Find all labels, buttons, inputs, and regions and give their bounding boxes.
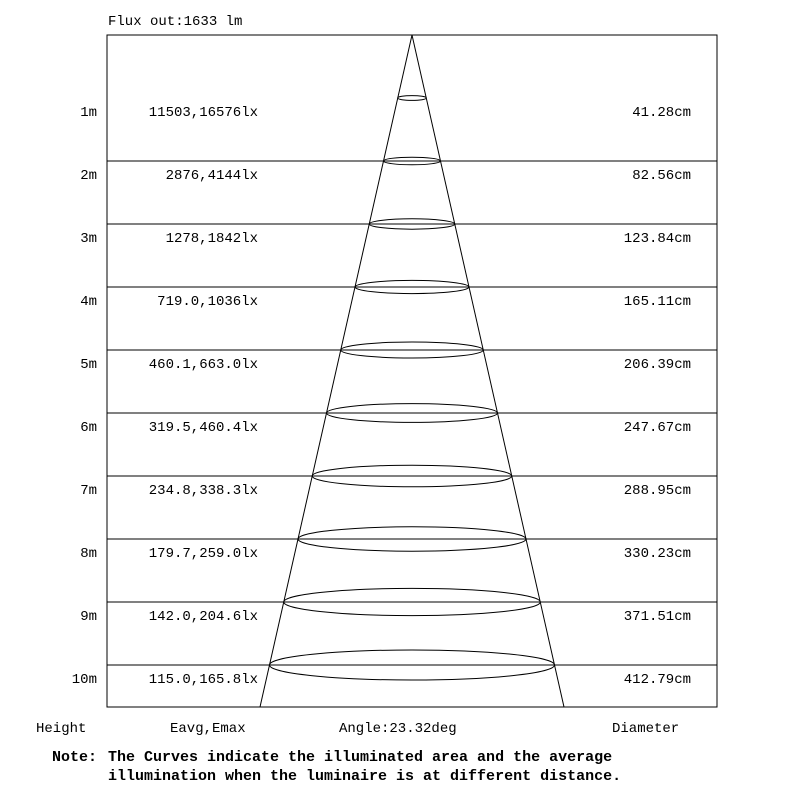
- row-eavg-emax-value: 234.8,338.3lx: [148, 483, 258, 499]
- row-height-label: 7m: [80, 483, 97, 499]
- flux-label: Flux out:1633 lm: [108, 14, 243, 30]
- row-height-label: 5m: [80, 357, 97, 373]
- illumination-ellipse: [398, 96, 427, 101]
- row-diameter-value: 371.51cm: [623, 609, 691, 625]
- height-column-label: Height: [36, 721, 87, 737]
- row-height-label: 9m: [80, 609, 97, 625]
- row-diameter-value: 330.23cm: [623, 546, 691, 562]
- row-height-label: 4m: [80, 294, 97, 310]
- row-diameter-value: 41.28cm: [632, 105, 691, 121]
- row-eavg-emax-value: 1278,1842lx: [165, 231, 258, 247]
- diameter-column-label: Diameter: [612, 721, 680, 737]
- row-height-label: 2m: [80, 168, 97, 184]
- eavg-column-label: Eavg,Emax: [170, 721, 246, 737]
- beam-cone-right-edge: [412, 35, 564, 707]
- row-height-label: 10m: [71, 672, 97, 688]
- row-diameter-value: 206.39cm: [623, 357, 691, 373]
- row-diameter-value: 123.84cm: [623, 231, 691, 247]
- row-height-label: 3m: [80, 231, 97, 247]
- note-line-2: illumination when the luminaire is at different distance.: [108, 768, 622, 785]
- distance-rows: [72, 96, 717, 688]
- row-eavg-emax-value: 719.0,1036lx: [157, 294, 258, 310]
- row-diameter-value: 165.11cm: [623, 294, 691, 310]
- row-diameter-value: 288.95cm: [623, 483, 691, 499]
- row-eavg-emax-value: 2876,4144lx: [165, 168, 258, 184]
- row-eavg-emax-value: 11503,16576lx: [148, 105, 258, 121]
- row-eavg-emax-value: 142.0,204.6lx: [148, 609, 258, 625]
- row-eavg-emax-value: 179.7,259.0lx: [148, 546, 258, 562]
- row-eavg-emax-value: 319.5,460.4lx: [148, 420, 258, 436]
- row-diameter-value: 412.79cm: [623, 672, 691, 688]
- row-diameter-value: 247.67cm: [623, 420, 691, 436]
- note-line-1: The Curves indicate the illuminated area and the average: [108, 749, 613, 766]
- row-eavg-emax-value: 460.1,663.0lx: [148, 357, 258, 373]
- note-prefix: Note:: [52, 749, 98, 766]
- row-height-label: 1m: [80, 105, 97, 121]
- row-height-label: 6m: [80, 420, 97, 436]
- beam-angle-label: Angle:23.32deg: [339, 721, 457, 737]
- row-eavg-emax-value: 115.0,165.8lx: [148, 672, 258, 688]
- row-height-label: 8m: [80, 546, 97, 562]
- row-diameter-value: 82.56cm: [632, 168, 691, 184]
- beam-cone-left-edge: [260, 35, 412, 707]
